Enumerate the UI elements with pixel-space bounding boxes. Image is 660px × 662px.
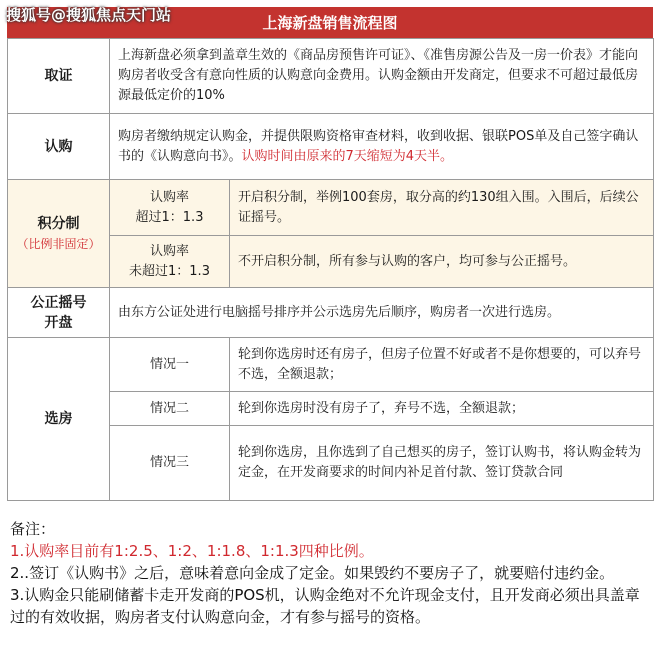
watermark: 搜狐号@搜狐焦点天门站 [6,6,172,24]
note-1: 1.认购率目前有1:2.5、1:2、1:1.8、1:1.3四种比例。 [10,542,374,560]
sublabel-case3: 情况三 [110,426,230,501]
label-rengou: 认购 [8,114,110,180]
label-quzheng: 取证 [8,39,110,114]
row-gongzheng [8,288,654,338]
content-rengou-text: 购房者缴纳规定认购金，并提供限购资格审查材料，收到收据、银联POS单及自己签字确认书的《认购意向书》。 [118,128,639,164]
row-jifen-1 [8,180,654,236]
row-xuanfang-1 [8,338,654,392]
sublabel-not-exceed [110,236,230,288]
content-case1: 轮到你选房时还有房子，但房子位置不好或者不是你想要的，可以弃号不选，全额退款； [230,338,654,392]
sublabel-exceed-line2: 超过1：1.3 [135,209,204,225]
sublabel-not-exceed-line1: 认购率 [149,243,189,259]
content-case3: 轮到你选房，且你选到了自己想买的房子，签订认购书，将认购金转为定金，在开发商要求的时间内补足首付款、签订贷款合同 [230,426,654,501]
content-rengou [110,114,654,180]
content-quzheng: 上海新盘必须拿到盖章生效的《商品房预售许可证》、《准售房源公告及一房一价表》才能向购房者收受含有意向性质的认购意向金费用。认购金额由开发商定，但要求不可超过最低房源最低定价的10% [110,39,654,114]
note-2: 2..签订《认购书》之后，意味着意向金成了定金。如果毁约不要房子了，就要赔付违约金。 [10,564,615,582]
notes-heading: 备注： [10,520,56,538]
label-jifen-note: （比例非固定） [16,236,101,251]
label-gongzheng-line2: 开盘 [44,314,73,331]
label-jifen [8,180,110,288]
table-title: 上海新盘销售流程图 [7,7,653,38]
sublabel-exceed-line1: 认购率 [149,189,189,205]
sublabel-not-exceed-line2: 未超过1：1.3 [129,263,210,279]
row-quzheng [8,39,654,114]
sublabel-case2: 情况二 [110,392,230,426]
content-case2: 轮到你选房时没有房子了，弃号不选，全额退款； [230,392,654,426]
notes-section [10,518,652,628]
label-gongzheng-line1: 公正摇号 [30,294,87,311]
content-exceed: 开启积分制，举例100套房，取分高的约130组入围。入围后，后续公证摇号。 [230,180,654,236]
content-rengou-highlight: 认购时间由原来的7天缩短为4天半。 [241,148,454,164]
content-not-exceed: 不开启积分制，所有参与认购的客户，均可参与公正摇号。 [230,236,654,288]
label-gongzheng [8,288,110,338]
label-jifen-text: 积分制 [37,215,80,232]
label-xuanfang: 选房 [8,338,110,501]
sales-process-table [7,38,654,501]
sublabel-exceed [110,180,230,236]
sublabel-case1: 情况一 [110,338,230,392]
row-rengou [8,114,654,180]
content-gongzheng: 由东方公证处进行电脑摇号排序并公示选房先后顺序，购房者一次进行选房。 [110,288,654,338]
note-3: 3.认购金只能刷储蓄卡走开发商的POS机，认购金绝对不允许现金支付，且开发商必须出具盖章过的有效收据，购房者支付认购意向金，才有参与摇号的资格。 [10,586,640,626]
